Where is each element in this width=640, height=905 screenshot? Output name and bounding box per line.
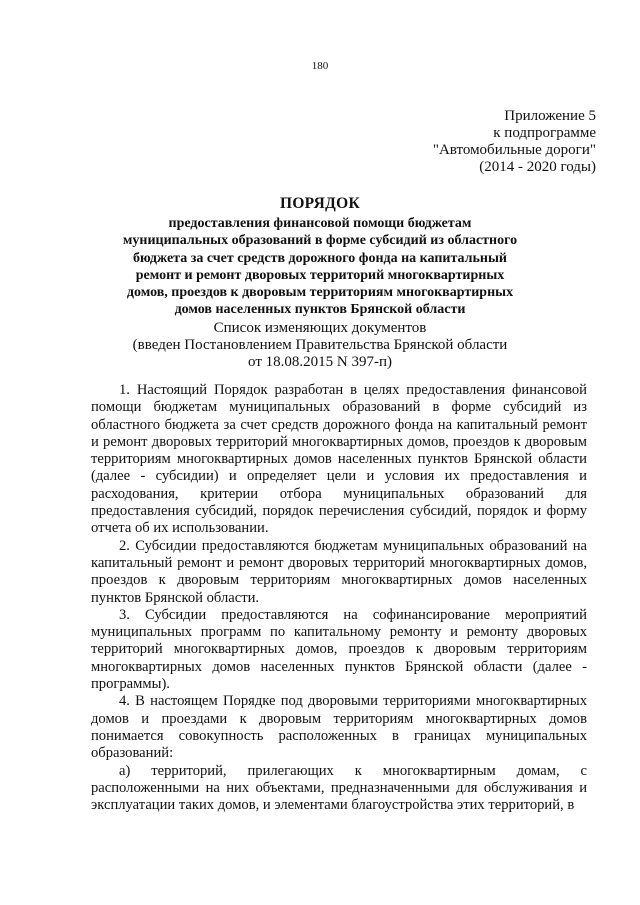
- appendix-header: [433, 108, 596, 176]
- appendix-line: к подпрограмме: [493, 125, 596, 141]
- document-body: [91, 382, 587, 814]
- changes-line: (введен Постановлением Правительства Брянской области: [132, 336, 508, 353]
- changes-line: Список изменяющих документов: [213, 319, 427, 336]
- subtitle-line: ремонт и ремонт дворовых территорий многоквартирных: [135, 267, 505, 283]
- paragraph: 3. Субсидии предоставляются на софинансирование мероприятий муниципальных программ по капитальному ремонту и ремонту дворовых территорий многоквартирных домов, проездов к дворовым территориям многоквартирных домов населенных пунктов Брянской области (далее - программы).: [91, 606, 587, 693]
- subtitle-line: предоставления финансовой помощи бюджетам: [168, 216, 472, 231]
- changing-documents: [40, 320, 600, 371]
- appendix-line: "Автомобильные дороги": [432, 142, 596, 158]
- paragraph: 1. Настоящий Порядок разработан в целях предоставления финансовой помощи бюджетам муниципальных образований в форме субсидий из областного бюджета за счет средств дорожного фонда на капитальный ремонт и ремонт дворовых территорий многоквартирных домов, проездов к дворовым территориям многоквартирных домов населенных пунктов Брянской области (далее - субсидии) и определяет цели и условия их предоставления и расходования, критерии отбора муниципальных образований для предоставления субсидий, порядок перечисления субсидий, порядок и форму отчета об их использовании.: [91, 382, 587, 537]
- appendix-line: (2014 - 2020 годы): [479, 159, 596, 175]
- subtitle-line: домов населенных пунктов Брянской области: [174, 302, 466, 318]
- title-block: [40, 194, 600, 371]
- document-title: ПОРЯДОК: [279, 195, 361, 212]
- subtitle-line: муниципальных образований в форме субсидий из областного: [122, 233, 518, 249]
- appendix-line: Приложение 5: [504, 108, 596, 124]
- subtitle-line: бюджета за счет средств дорожного фонда на капитальный: [133, 250, 507, 266]
- page-number: 180: [311, 60, 329, 72]
- document-subtitle: [40, 215, 600, 319]
- paragraph: а) территорий, прилегающих к многоквартирным домам, с расположенными на них объектами, предназначенными для обслуживания и эксплуатации таких домов, и элементами благоустройства этих территорий, в: [91, 762, 587, 814]
- paragraph: 2. Субсидии предоставляются бюджетам муниципальных образований на капитальный ремонт и ремонт дворовых территорий многоквартирных домов, проездов к дворовым территориям многоквартирных домов населенных пунктов Брянской области.: [91, 537, 587, 606]
- paragraph: 4. В настоящем Порядке под дворовыми территориями многоквартирных домов и проездами к дворовым территориям многоквартирных домов понимается совокупность расположенных в границах муниципальных образований:: [91, 693, 587, 762]
- subtitle-line: домов, проездов к дворовым территориям многоквартирных: [126, 285, 514, 301]
- changes-line: от 18.08.2015 N 397-п): [248, 353, 392, 370]
